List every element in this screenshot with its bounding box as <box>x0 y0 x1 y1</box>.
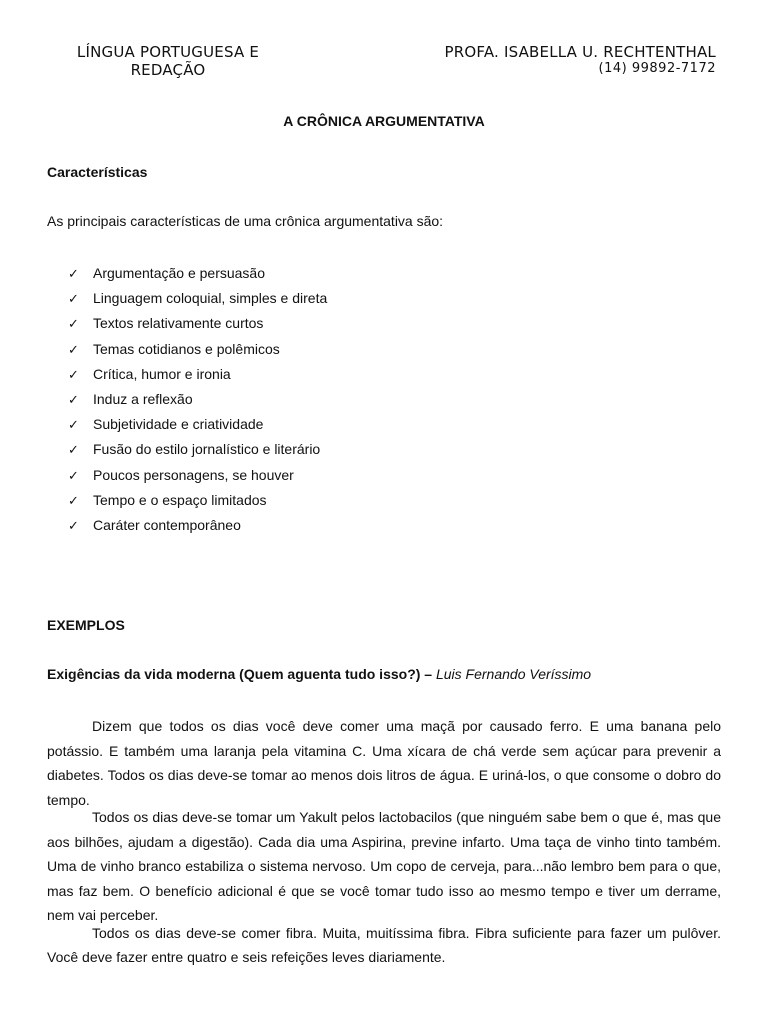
list-item <box>68 513 327 538</box>
list-item <box>68 437 327 462</box>
checkmark-icon: ✓ <box>68 292 79 308</box>
header-teacher: PROFA. ISABELLA U. RECHTENTHAL <box>444 43 716 61</box>
header-phone: (14) 99892-7172 <box>598 61 716 76</box>
characteristics-heading: Características <box>47 164 148 180</box>
example-body <box>47 714 721 970</box>
list-item-text: Tempo e o espaço limitados <box>93 491 267 508</box>
checkmark-icon: ✓ <box>68 518 79 534</box>
list-item-text: Caráter contemporâneo <box>93 516 241 533</box>
list-item-text: Crítica, humor e ironia <box>93 365 231 382</box>
list-item-text: Poucos personagens, se houver <box>93 466 294 483</box>
checkmark-icon: ✓ <box>68 443 79 459</box>
list-item <box>68 311 327 336</box>
list-item-text: Linguagem coloquial, simples e direta <box>93 290 328 307</box>
example-author: Luis Fernando Veríssimo <box>435 666 592 682</box>
header-teacher-block <box>445 43 717 77</box>
paragraph-1: Dizem que todos os dias você deve comer uma maçã por causado ferro. E uma banana pelo potássio. E também uma laranja pela vitamina C. Uma xícara de chá verde sem açúcar para prevenir a diabetes. Todos os dias deve-se tomar ao menos dois litros de água. E uriná-los, o que consome o dobro do tempo. <box>47 718 721 808</box>
page-title-text: A CRÔNICA ARGUMENTATIVA <box>283 113 485 129</box>
paragraph-2: Todos os dias deve-se tomar um Yakult pelos lactobacilos (que ninguém sabe bem o que é, mas que aos bilhões, ajudam a digestão). Cada dia uma Aspirina, previne infarto. Uma taça de vinho tinto também. Uma de vinho branco estabiliza o sistema nervoso. Um copo de cerveja, para...não lembro bem para o que, mas faz bem. O benefício adicional é que se você tomar tudo isso ao mesmo tempo e tiver um derrame, nem vai perceber. <box>47 809 721 923</box>
characteristics-list <box>68 261 327 538</box>
list-item <box>68 261 327 286</box>
list-item <box>68 337 327 362</box>
checkmark-icon: ✓ <box>68 392 79 408</box>
characteristics-intro: As principais características de uma crônica argumentativa são: <box>47 213 444 229</box>
list-item-text: Temas cotidianos e polêmicos <box>93 340 280 357</box>
examples-heading: EXEMPLOS <box>47 617 125 633</box>
example-title <box>47 666 591 682</box>
list-item-text: Induz a reflexão <box>93 390 193 407</box>
checkmark-icon: ✓ <box>68 418 79 434</box>
checkmark-icon: ✓ <box>68 317 79 333</box>
checkmark-icon: ✓ <box>68 342 79 358</box>
list-item <box>68 463 327 488</box>
paragraph-3: Todos os dias deve-se comer fibra. Muita, muitíssima fibra. Fibra suficiente para fazer um pulôver. Você deve fazer entre quatro e seis refeições leves diariamente. <box>47 924 721 965</box>
checkmark-icon: ✓ <box>68 468 79 484</box>
list-item <box>68 412 327 437</box>
header-subject-line1: LÍNGUA PORTUGUESA E <box>76 43 260 61</box>
list-item <box>68 286 327 311</box>
list-item <box>68 387 327 412</box>
checkmark-icon: ✓ <box>68 267 79 282</box>
list-item <box>68 488 327 513</box>
example-text-title: Exigências da vida moderna (Quem aguenta tudo isso?) – <box>47 666 433 682</box>
checkmark-icon: ✓ <box>68 493 79 509</box>
page-title <box>0 113 768 129</box>
header-subject-line2: REDAÇÃO <box>130 61 206 79</box>
list-item-text: Argumentação e persuasão <box>93 265 265 281</box>
list-item <box>68 362 327 387</box>
list-item-text: Subjetividade e criatividade <box>93 416 264 433</box>
list-item-text: Textos relativamente curtos <box>93 315 264 332</box>
header-subject <box>48 43 288 79</box>
list-item-text: Fusão do estilo jornalístico e literário <box>93 441 321 458</box>
checkmark-icon: ✓ <box>68 367 79 383</box>
